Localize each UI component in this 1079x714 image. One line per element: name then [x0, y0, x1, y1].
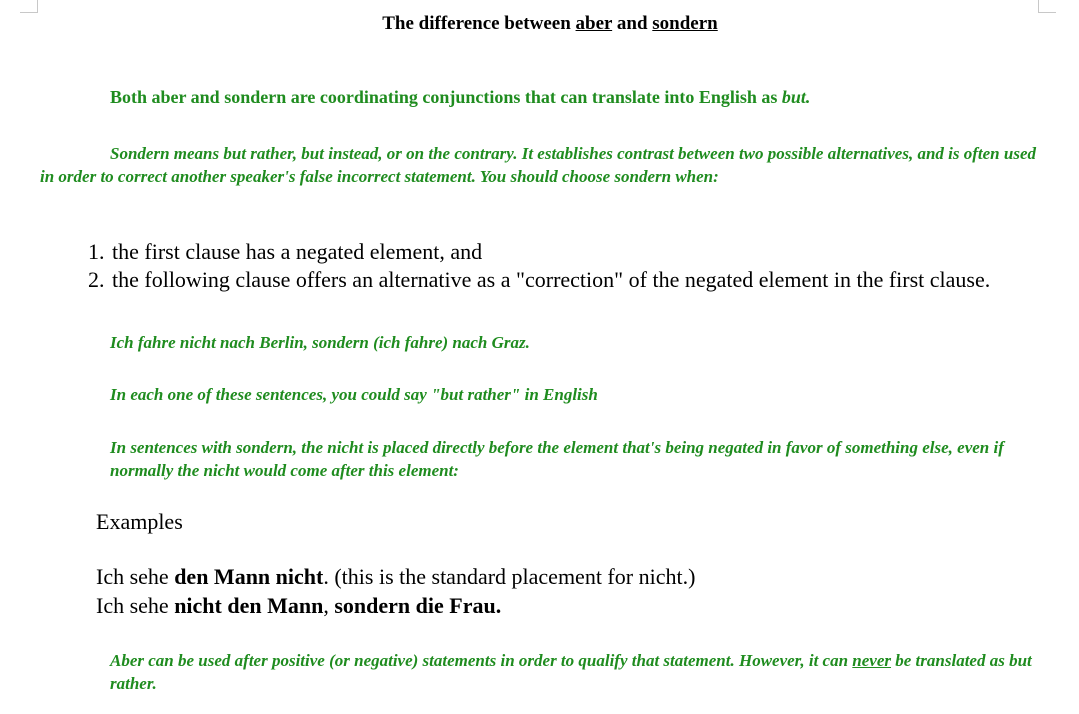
aber-note: [110, 649, 1040, 695]
example-text: Ich sehe: [96, 593, 175, 618]
title-text: and: [612, 13, 653, 34]
intro-text: Both aber and sondern are coordinating conjunctions that can translate into English as: [110, 87, 782, 107]
title-aber: aber: [575, 13, 613, 34]
example-text: ,: [323, 593, 335, 618]
example-line-1: [96, 564, 695, 590]
example-text: . (this is the standard placement for nicht.): [323, 564, 696, 589]
intro-paragraph: [110, 87, 810, 108]
aber-note-never: never: [852, 651, 892, 670]
example-line-2: [96, 593, 501, 619]
but-rather-note: In each one of these sentences, you could say "but rather" in English: [110, 385, 598, 404]
nicht-placement-note: In sentences with sondern, the nicht is placed directly before the element that's being negated in favor of something else, even if normally the nicht would come after this element:: [110, 438, 1004, 480]
intro-emphasis: but.: [781, 87, 811, 107]
example-sentence: Ich fahre nicht nach Berlin, sondern (ich fahre) nach Graz.: [110, 333, 530, 352]
example-bold: den Mann nicht: [174, 564, 324, 589]
title-text: The difference between: [382, 13, 576, 34]
aber-note-text: be translated as but rather.: [110, 651, 1032, 693]
conditions-list: [70, 238, 1050, 294]
title-sondern: sondern: [652, 13, 718, 34]
list-item: 2. the following clause offers an alternative as a "correction" of the negated element in the first clause.: [110, 266, 1050, 294]
examples-heading: Examples: [96, 509, 183, 534]
example-text: Ich sehe: [96, 564, 175, 589]
example-bold: nicht den Mann: [174, 593, 324, 618]
list-item: 1. the first clause has a negated element, and: [110, 238, 1050, 266]
crop-mark-top-right: [1038, 0, 1039, 13]
aber-note-text: Aber can be used after positive (or negative) statements in order to qualify that statement. However, it can: [110, 651, 853, 670]
page-title: [0, 13, 1079, 35]
crop-mark-top-left: [37, 0, 38, 13]
sondern-description: Sondern means but rather, but instead, or on the contrary. It establishes contrast between two possible alternatives, and is often used in order to correct another speaker's false incorrect statement. You should choose sondern when:: [40, 144, 1036, 186]
example-bold: sondern die Frau.: [334, 593, 502, 618]
